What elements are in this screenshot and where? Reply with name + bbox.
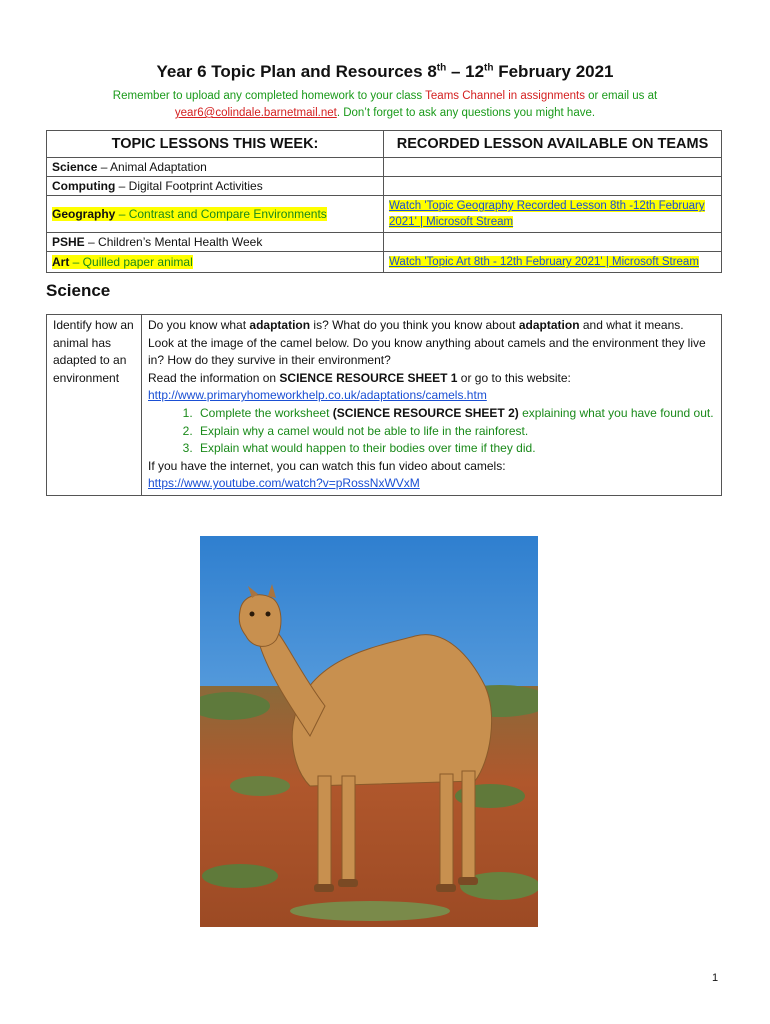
science-heading: Science xyxy=(46,281,111,300)
list-item: 1. Complete the worksheet (SCIENCE RESOURCE SHEET 2) explaining what you have found out. xyxy=(196,405,715,423)
list-item: 2. Explain why a camel would not be able to life in the rainforest. xyxy=(196,423,715,441)
topic-cell-geography: Geography – Contrast and Compare Environments xyxy=(47,196,384,233)
table-row xyxy=(47,158,722,177)
table-row xyxy=(47,233,722,252)
recorded-lesson-header: RECORDED LESSON AVAILABLE ON TEAMS xyxy=(384,131,722,158)
table-row xyxy=(47,177,722,196)
email-link[interactable]: year6@colindale.barnetmail.net xyxy=(174,107,337,119)
topic-cell-art: Art – Quilled paper animal xyxy=(47,252,384,273)
table-row xyxy=(47,196,722,233)
page-number: 1 xyxy=(712,972,719,984)
task-list xyxy=(148,405,715,458)
page-title: Year 6 Topic Plan and Resources 8th – 12th February 2021 xyxy=(156,62,614,81)
table-row xyxy=(47,252,722,273)
learning-objective: Identify how an animal has adapted to an environment xyxy=(47,315,142,496)
recorded-lesson-cell xyxy=(384,233,722,252)
recorded-lesson-cell xyxy=(384,196,722,233)
lesson-instructions xyxy=(142,315,722,496)
topic-lessons-table xyxy=(46,130,722,273)
topic-cell-computing: Computing – Digital Footprint Activities xyxy=(47,177,384,196)
website-link[interactable]: http://www.primaryhomeworkhelp.co.uk/adaptations/camels.htm xyxy=(148,388,487,403)
recorded-lesson-cell xyxy=(384,252,722,273)
youtube-link[interactable]: https://www.youtube.com/watch?v=pRossNxWVxM xyxy=(148,476,420,491)
topic-cell-pshe: PSHE – Children’s Mental Health Week xyxy=(47,233,384,252)
question-adaptation: Do you know what adaptation is? What do you think you know about adaptation and what it means. xyxy=(148,318,684,332)
recorded-lesson-cell xyxy=(384,177,722,196)
reading-instruction: Read the information on SCIENCE RESOURCE SHEET 1 or go to this website: xyxy=(148,370,571,385)
list-item: 3. Explain what would happen to their bodies over time if they did. xyxy=(196,440,715,458)
question-camel: Look at the image of the camel below. Do you know anything about camels and the environment they live in? How do they survive in their environment? xyxy=(148,335,706,368)
geography-lesson-link[interactable]: Watch 'Topic Geography Recorded Lesson 8th -12th February 2021' | Microsoft Stream xyxy=(389,200,705,228)
camel-illustration xyxy=(200,536,538,927)
art-lesson-link[interactable]: Watch 'Topic Art 8th - 12th February 2021' | Microsoft Stream xyxy=(389,256,699,268)
topic-cell-science: Science – Animal Adaptation xyxy=(47,158,384,177)
upload-reminder: Remember to upload any completed homework to your class Teams Channel in assignments or email us at year6@colindale.barnetmail.net. Don’t forget to ask any questions you might have. xyxy=(112,90,658,119)
table-header-row xyxy=(47,131,722,158)
table-row xyxy=(47,315,722,496)
recorded-lesson-cell xyxy=(384,158,722,177)
topic-lessons-header: TOPIC LESSONS THIS WEEK: xyxy=(47,131,384,158)
camel-photo xyxy=(200,536,538,927)
science-lesson-table xyxy=(46,314,722,496)
video-text: If you have the internet, you can watch this fun video about camels: xyxy=(148,458,506,473)
